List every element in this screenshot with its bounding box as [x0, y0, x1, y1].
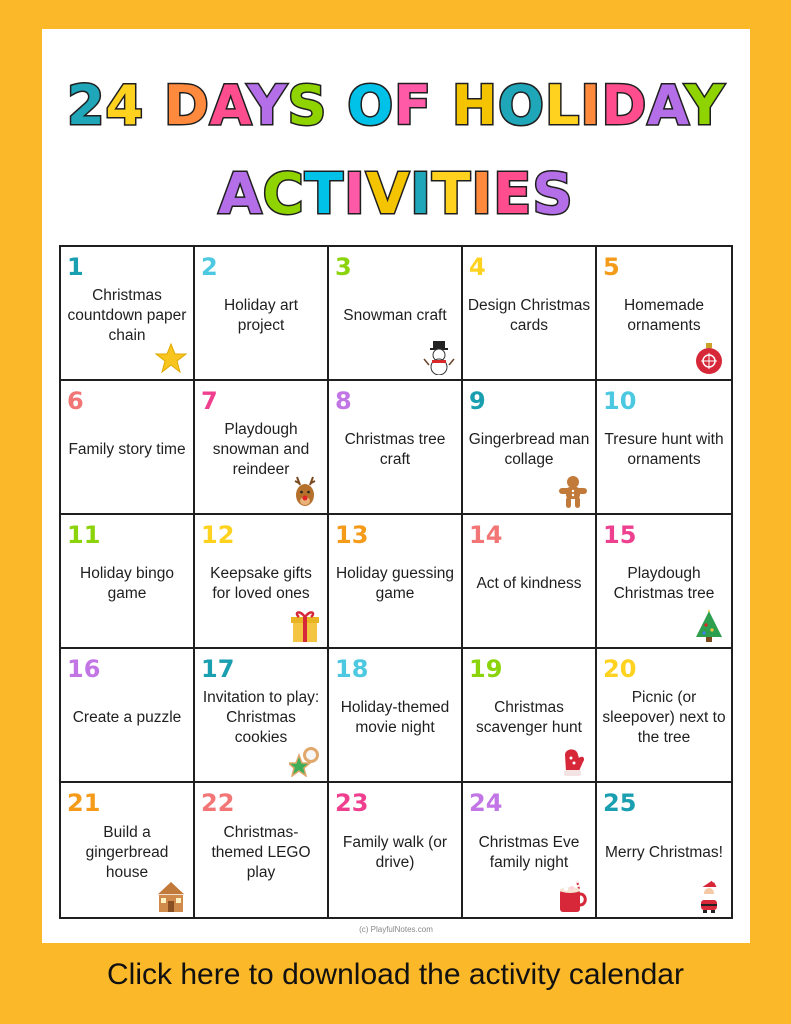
- day-number: 10: [603, 387, 637, 415]
- mitten-icon: [557, 743, 589, 777]
- day-number: 18: [335, 655, 369, 683]
- day-cell: [195, 515, 329, 649]
- title-line-1: 24 DAYS OF HOLIDAY: [66, 74, 726, 137]
- day-number: 15: [603, 521, 637, 549]
- day-cell: [597, 247, 731, 381]
- activity-text: Holiday-themed movie night: [340, 699, 450, 736]
- calendar-page: [42, 29, 750, 943]
- activity-text: Keepsake gifts for loved ones: [210, 565, 312, 602]
- day-cell: [329, 247, 463, 381]
- day-cell: [195, 381, 329, 515]
- day-number: 7: [201, 387, 218, 415]
- day-cell: [329, 649, 463, 783]
- day-number: 14: [469, 521, 503, 549]
- reindeer-icon: [289, 475, 321, 509]
- day-number: 16: [67, 655, 101, 683]
- snowman-icon: [423, 341, 455, 375]
- activity-text: Snowman craft: [343, 307, 447, 324]
- activity-text: Design Christmas cards: [467, 297, 591, 334]
- day-cell: [61, 247, 195, 381]
- activity-text: Holiday art project: [223, 297, 299, 334]
- activity-text: Holiday guessing game: [335, 565, 455, 602]
- hot-cocoa-icon: [557, 879, 589, 913]
- day-cell: [195, 783, 329, 917]
- day-cell: [463, 649, 597, 783]
- ornament-icon: [693, 341, 725, 375]
- day-cell: [597, 783, 731, 917]
- day-number: 5: [603, 253, 620, 281]
- cookies-icon: [289, 743, 321, 777]
- day-number: 3: [335, 253, 352, 281]
- christmas-tree-icon: [693, 609, 725, 643]
- gingerbread-man-icon: [557, 475, 589, 509]
- day-cell: [597, 515, 731, 649]
- activity-text: Christmas scavenger hunt: [476, 699, 582, 736]
- activity-text: Tresure hunt with ornaments: [604, 431, 724, 468]
- santa-icon: [693, 879, 725, 913]
- activity-text: Christmas-themed LEGO play: [211, 824, 311, 881]
- day-number: 9: [469, 387, 486, 415]
- activity-text: Holiday bingo game: [80, 565, 174, 602]
- activity-text: Build a gingerbread house: [85, 824, 169, 881]
- day-number: 17: [201, 655, 235, 683]
- activity-text: Picnic (or sleepover) next to the tree: [602, 689, 726, 746]
- gingerbread-house-icon: [155, 879, 187, 913]
- title-line-2: ACTIVITIES: [218, 162, 574, 227]
- day-number: 20: [603, 655, 637, 683]
- activity-text: Christmas Eve family night: [478, 834, 580, 871]
- activity-text: Invitation to play: Christmas cookies: [202, 689, 320, 746]
- gift-icon: [289, 609, 321, 643]
- activity-text: Christmas countdown paper chain: [67, 287, 187, 344]
- day-cell: [61, 515, 195, 649]
- day-number: 2: [201, 253, 218, 281]
- day-cell: [329, 783, 463, 917]
- day-number: 12: [201, 521, 235, 549]
- activity-text: Family story time: [68, 441, 186, 458]
- download-link[interactable]: Click here to download the activity calendar: [107, 958, 684, 991]
- day-cell: [61, 783, 195, 917]
- day-number: 11: [67, 521, 101, 549]
- day-cell: [195, 247, 329, 381]
- activity-text: Gingerbread man collage: [468, 431, 590, 468]
- day-number: 23: [335, 789, 369, 817]
- activity-text: Homemade ornaments: [623, 297, 705, 334]
- day-number: 19: [469, 655, 503, 683]
- activity-text: Merry Christmas!: [605, 844, 723, 861]
- activity-text: Create a puzzle: [72, 709, 182, 726]
- day-number: 25: [603, 789, 637, 817]
- activity-text: Family walk (or drive): [342, 834, 448, 871]
- day-number: 1: [67, 253, 84, 281]
- day-cell: [463, 247, 597, 381]
- day-number: 13: [335, 521, 369, 549]
- day-number: 22: [201, 789, 235, 817]
- activity-text: Playdough Christmas tree: [613, 565, 715, 602]
- day-number: 21: [67, 789, 101, 817]
- day-number: 6: [67, 387, 84, 415]
- day-cell: [597, 649, 731, 783]
- star-icon: [155, 341, 187, 375]
- day-number: 4: [469, 253, 486, 281]
- day-number: 24: [469, 789, 503, 817]
- copyright-credit: (c) PlayfulNotes.com: [359, 925, 433, 934]
- activity-text: Playdough snowman and reindeer: [212, 421, 310, 478]
- day-cell: [463, 783, 597, 917]
- day-cell: [463, 515, 597, 649]
- activity-text: Christmas tree craft: [344, 431, 446, 468]
- calendar-grid: [59, 245, 733, 919]
- day-cell: [329, 515, 463, 649]
- day-cell: [195, 649, 329, 783]
- activity-text: Act of kindness: [476, 575, 582, 592]
- day-cell: [61, 649, 195, 783]
- day-cell: [61, 381, 195, 515]
- day-cell: [463, 381, 597, 515]
- day-number: 8: [335, 387, 352, 415]
- day-cell: [329, 381, 463, 515]
- day-cell: [597, 381, 731, 515]
